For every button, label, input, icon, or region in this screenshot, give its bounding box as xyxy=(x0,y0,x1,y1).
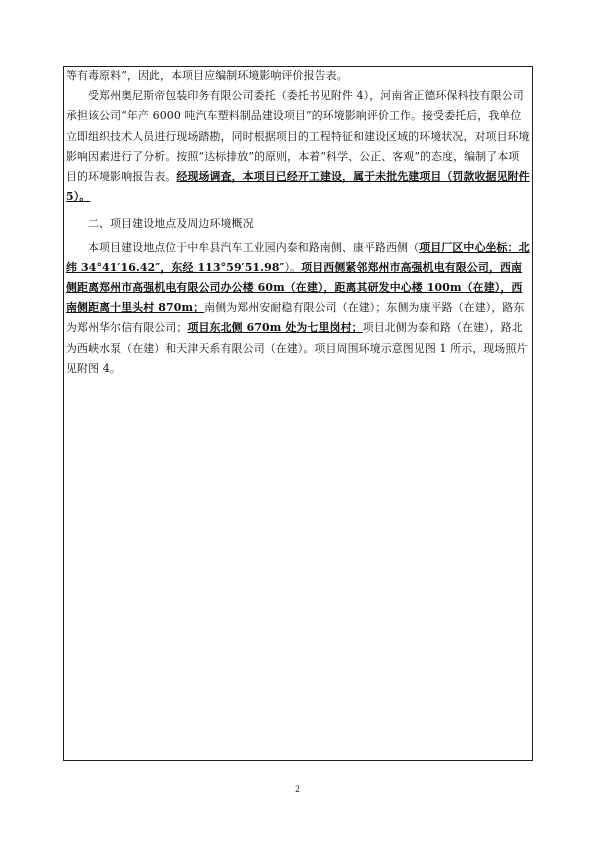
paragraph-location xyxy=(66,238,530,379)
location-north: 项目北侧为泰和路（在建），路北为西峡水泵（在建）和天津天系有限公司（在建）。项目周围环境示意图见图 1 所示，现场照片见附图 4。 xyxy=(66,321,528,375)
page-number: 2 xyxy=(295,784,300,794)
commission-emphasis: 经现场调查，本项目已经开工建设，属于未批先建项目（罚款收据见附件 5）。 xyxy=(66,170,530,204)
location-intro: 本项目建设地点位于中牟县汽车工业园内泰和路南侧、康平路西侧（ xyxy=(88,240,420,254)
commission-text: 受郑州奥尼斯帝包装印务有限公司委托（委托书见附件 4），河南省正德环保科技有限公司承担该公司“年产 6000 吨汽车塑料制品建设项目”的环境影响评价工作。接受委托后，我单位立即组织技术人员进行现场踏勘，同时根据项目的工程特征和建设区域的环境状况，对项目环境影响因素进行了分析。按照“达标排放”的原则，本着“科学、公正、客观”的态度，编制了本项目的环境影响报告表。 xyxy=(66,89,530,184)
section-heading: 二、项目建设地点及周边环境概况 xyxy=(88,217,254,231)
document-body xyxy=(66,66,530,379)
location-close: ）。 xyxy=(284,260,302,274)
location-south-east: 南侧为郑州安耐稳有限公司（在建）；东侧为康平路（在建），路东为郑州华尔信有限公司； xyxy=(66,301,525,335)
paragraph-continuation: 等有毒原料”，因此，本项目应编制环境影响评价报告表。 xyxy=(66,69,348,82)
location-west: 项目西侧紧邻郑州市高强机电有限公司，西南侧距离郑州市高强机电有限公司办公楼 60m（在建），距离其研发中心楼 100m（在建），西南侧距离十里头村 870m； xyxy=(66,260,523,315)
location-northeast: 项目东北侧 670m 处为七里岗村； xyxy=(187,321,363,335)
paragraph-commission xyxy=(66,86,530,207)
location-coordinates: 项目厂区中心坐标：北纬 34°41′16.42″，东经 113°59′51.98″ xyxy=(66,240,530,274)
